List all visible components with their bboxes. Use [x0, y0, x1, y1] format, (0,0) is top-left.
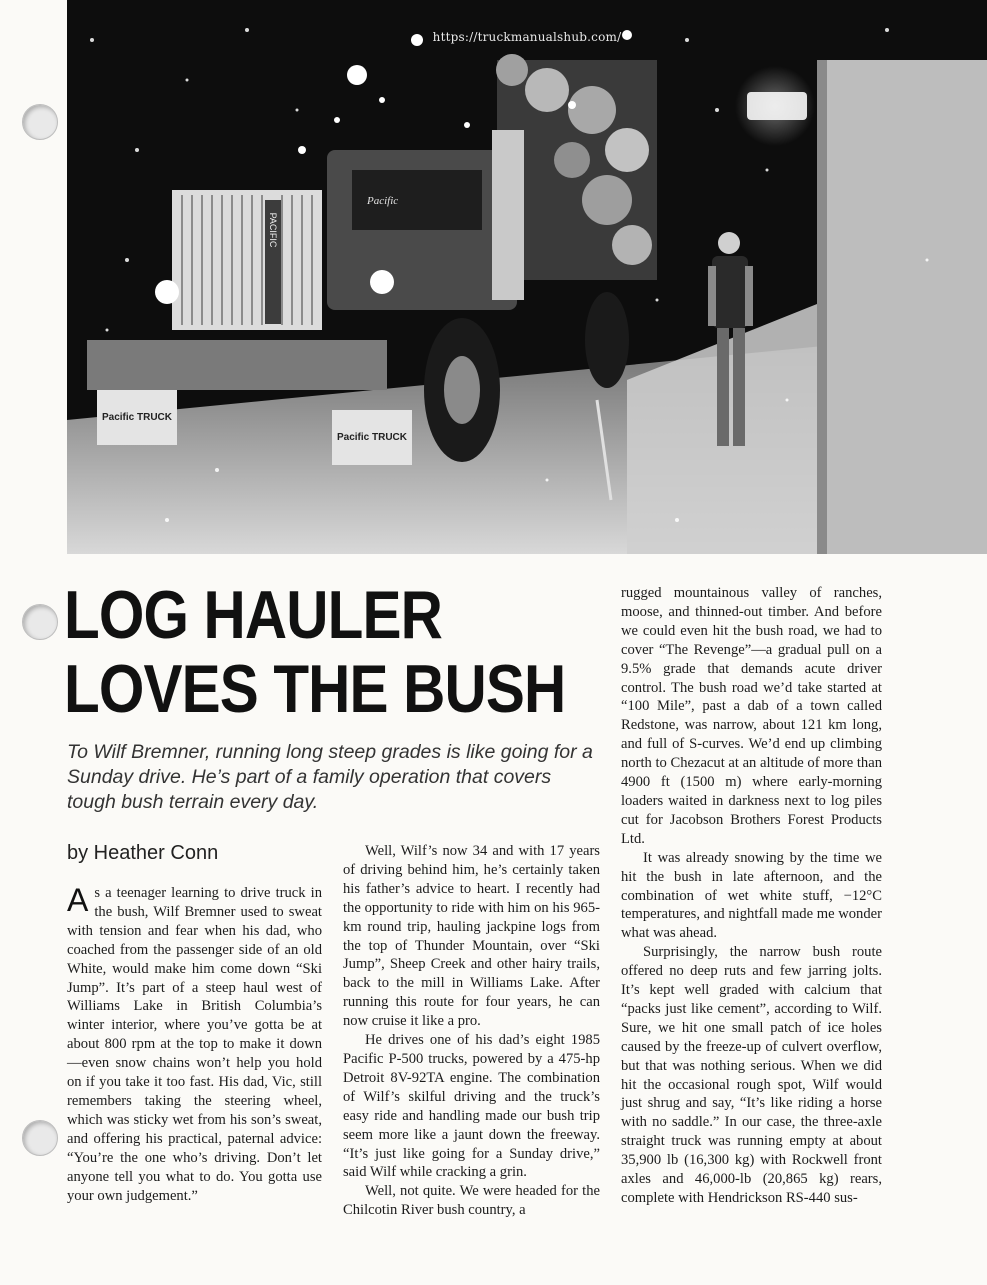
col2-paragraph-1: Well, Wilf’s now 34 and with 17 years of driving behind him, he’s certainly taken his father’s advice to heart. I recently had the opportunity to ride with him on his 965-km round trip, hauling jackpine logs from the top of Thunder Mountain, over “Ski Jump”, Sheep Creek and other hairy trails, back to the mill in Williams Lake. After running this route for four years, he can now cruise it like a pro.	[343, 843, 600, 1030]
binder-hole-bottom	[22, 1120, 58, 1156]
headline-line-1: LOG HAULER	[64, 577, 443, 653]
column-1	[67, 884, 322, 1205]
col1-paragraph-1	[67, 884, 322, 1205]
truck-grille	[172, 190, 322, 330]
exhaust-stack	[492, 130, 524, 300]
binder-hole-top	[22, 104, 58, 140]
col2-paragraph-2: He drives one of his dad’s eight 1985 Pacific P-500 trucks, powered by a 475-hp Detroit 8V-92TA engine. The combination of Wilf’s skilful driving and the truck’s easy ride and handling made our bush trip seem more like a jaunt down the freeway. “It’s just like going for a Sunday drive,” said Wilf while cracking a grin.	[343, 1032, 600, 1181]
byline: by Heather Conn	[67, 842, 219, 864]
headlight-left	[155, 280, 179, 304]
article-deck: To Wilf Bremner, running long steep grades is like going for a Sunday drive. He’s part of a family operation that covers tough bush terrain every day.	[67, 741, 593, 813]
article-headline	[64, 577, 566, 727]
col2-paragraph-3: Well, not quite. We were headed for the Chilcotin River bush country, a	[343, 1183, 600, 1219]
mudflap-left-text: Pacific TRUCK	[101, 412, 173, 423]
col1-paragraph-1-text: s a teenager learning to drive truck in the bush, Wilf Bremner used to sweat with tension and fear when his dad, who coached from the passenger side of an old White, would make him come down “Ski Jump”. It’s part of a steep haul west of Williams Lake in British Columbia’s winter interior, where you’ve gotta be at about 800 rpm at the top to make it down—even snow chains won’t help you hold on if you take it too fast. His dad, Vic, still remembers taking the steering wheel, which was sticky wet from his son’s sweat, and offering his practical, paternal advice: “You’re the one who’s driving. Don’t let anyone tell you what to do. You gotta use your own judgement.”	[67, 885, 322, 1204]
cab-badge: Pacific	[367, 195, 399, 207]
col3-paragraph-3: Surprisingly, the narrow bush route offered no deep ruts and few jarring jolts. It’s kept well graded with calcium that “packs just like cement”, according to Wilf. Sure, we hit one small patch of ice holes caused by the freeze-up of culvert overflow, but that was nothing serious. When we did hit the occasional rough spot, Wilf would just shrug and say, “It’s like riding a horse with no saddle.” In our case, the three-axle straight truck was running empty at about 35,900 lb (16,300 kg) with Rockwell front axles and 46,000-lb (20,865 kg) rears, complete with Hendrickson RS-440 sus-	[621, 944, 882, 1206]
log-truck-illustration	[67, 0, 987, 554]
building-wall	[817, 60, 987, 554]
log-truck-photo	[67, 0, 987, 554]
watermark-url: https://truckmanualshub.com/	[432, 30, 622, 44]
binder-hole-middle	[22, 604, 58, 640]
grille-badge: PACIFIC	[268, 212, 278, 248]
front-bumper	[87, 340, 387, 390]
column-3	[621, 584, 882, 1208]
col3-paragraph-1: rugged mountainous valley of ranches, moose, and thinned-out timber. And before we could even hit the bush road, we had to cover “The Revenge”—a gradual pull on a 9.5% grade that demands acute driver control. The bush road we’d take started at “100 Mile”, past a dab of a town called Redstone, was narrow, about 121 km long, and full of S-curves. We’d end up climbing north to Chezacut at an altitude of more than 4900 ft (1500 m) where early-morning loaders waited in darkness next to log piles cut for Jacobson Brothers Forest Products Ltd.	[621, 585, 882, 847]
mudflap-right-text: Pacific TRUCK	[336, 432, 408, 443]
headline-line-2: LOVES THE BUSH	[64, 651, 566, 727]
col3-paragraph-2: It was already snowing by the time we hit the bush in late afternoon, and the combination of wet white stuff, −12°C temperatures, and nightfall made me wonder what was ahead.	[621, 849, 882, 942]
drop-cap: A	[67, 882, 89, 918]
column-2	[343, 842, 600, 1220]
headlight-right	[370, 270, 394, 294]
